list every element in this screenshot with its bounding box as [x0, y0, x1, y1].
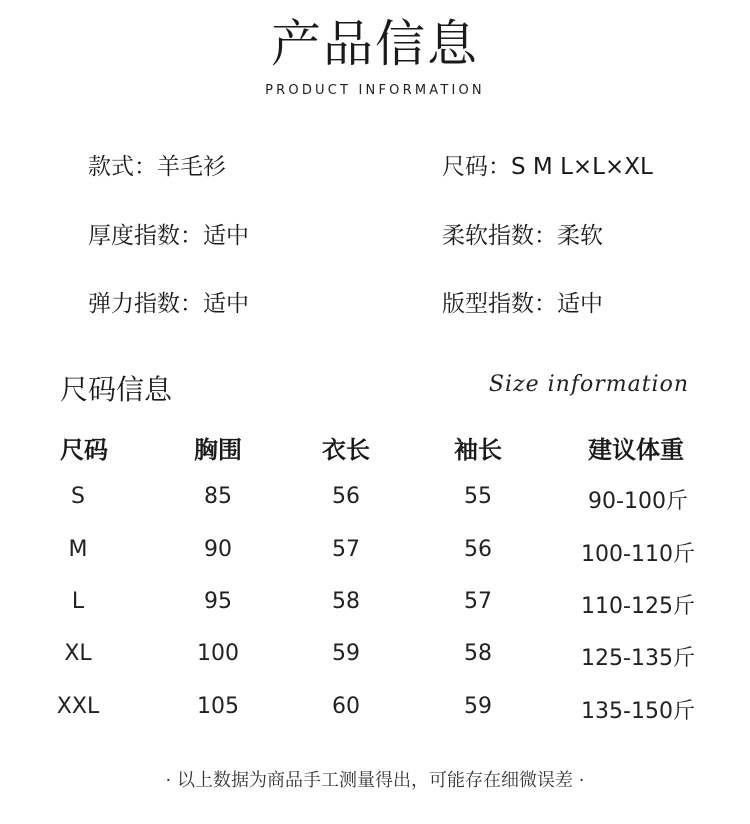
cell-sleeve: 56 [464, 537, 492, 562]
cell-chest: 85 [204, 484, 232, 509]
spec-label: 尺码： [442, 154, 511, 180]
cell-sleeve: 58 [464, 641, 492, 666]
spec-size [442, 148, 653, 181]
spec-value: 适中 [203, 291, 249, 317]
spec-label: 柔软指数： [442, 223, 557, 249]
spec-fit [442, 285, 603, 318]
spec-value: 适中 [557, 291, 603, 317]
page-title: 产品信息 [271, 15, 479, 73]
cell-weight: 135-150斤 [581, 699, 695, 724]
size-section-title: 尺码信息 [60, 373, 173, 406]
cell-length: 56 [332, 484, 360, 509]
cell-size: XL [64, 641, 92, 666]
cell-weight: 100-110斤 [581, 542, 695, 567]
spec-thickness [88, 217, 249, 250]
spec-style [88, 148, 226, 181]
cell-length: 57 [332, 537, 360, 562]
cell-length: 60 [332, 694, 360, 719]
page-subtitle: PRODUCT INFORMATION [265, 83, 485, 98]
header-sleeve: 袖长 [454, 436, 502, 464]
cell-sleeve: 59 [464, 694, 492, 719]
cell-chest: 105 [197, 694, 239, 719]
cell-size: XXL [56, 694, 100, 719]
cell-length: 59 [332, 641, 360, 666]
header-weight: 建议体重 [588, 436, 684, 464]
cell-sleeve: 57 [464, 589, 492, 614]
size-section-subtitle: Size information [488, 372, 689, 397]
cell-sleeve: 55 [464, 484, 492, 509]
cell-chest: 100 [197, 641, 239, 666]
cell-size: L [71, 589, 85, 614]
spec-value: 柔软 [557, 223, 603, 249]
spec-elasticity [88, 285, 249, 318]
header-chest: 胸围 [194, 436, 242, 464]
cell-chest: 90 [204, 537, 232, 562]
measurement-footnote: · 以上数据为商品手工测量得出，可能存在细微误差 · [165, 770, 585, 791]
spec-label: 厚度指数： [88, 223, 203, 249]
cell-weight: 90-100斤 [588, 489, 688, 514]
cell-weight: 125-135斤 [581, 646, 695, 671]
spec-value: 适中 [203, 223, 249, 249]
cell-chest: 95 [204, 589, 232, 614]
spec-label: 弹力指数： [88, 291, 203, 317]
spec-softness [442, 217, 603, 250]
header-size: 尺码 [60, 436, 108, 464]
spec-label: 款式： [88, 154, 157, 180]
cell-weight: 110-125斤 [581, 594, 695, 619]
spec-value: S M L×L×XL [511, 154, 653, 180]
header-length: 衣长 [322, 436, 370, 464]
cell-size: S [71, 484, 85, 509]
cell-length: 58 [332, 589, 360, 614]
cell-size: M [68, 537, 88, 562]
spec-label: 版型指数： [442, 291, 557, 317]
spec-value: 羊毛衫 [157, 154, 226, 180]
